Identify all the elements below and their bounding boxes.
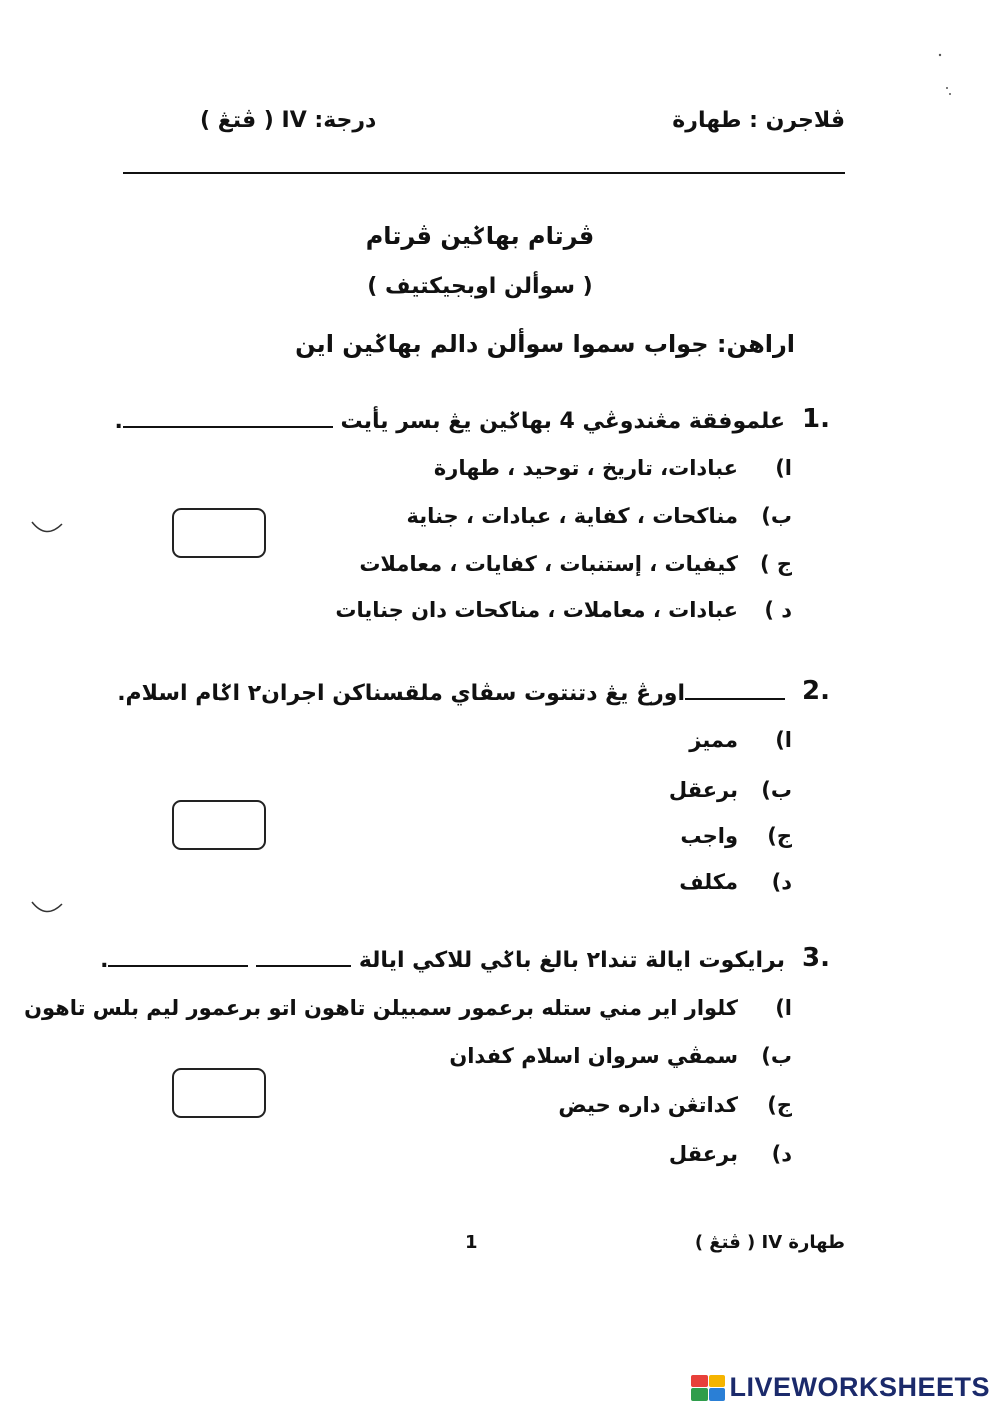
question-2-option-b [669,778,792,802]
question-2-option-a [689,728,792,752]
instruction-text: اراهن: جواب سموا سوألن دالم بهاݢين اين [295,330,795,358]
question-3-option-c [558,1093,792,1117]
option-label: ج) [767,824,792,848]
option-text: مميز [689,728,738,752]
option-text: برعقل [668,778,738,802]
question-2-blank [685,680,785,700]
section-title: ڤرتام بهاݢين ڤرتام [365,222,595,250]
grade-header: درجة: IV ( ڤتڠ ) [200,108,377,133]
logo-tile [691,1375,708,1388]
option-text: كيفيات ، إستنبات ، كفايات ، معاملات [359,552,738,576]
option-text: مكلف [679,870,738,894]
question-2-number: 2. [802,676,830,706]
question-1-option-d [335,598,792,622]
option-label: ب) [761,1044,792,1068]
question-1-blank [123,408,333,428]
question-1-stem: علموفقة مڠندوڠي 4 بهاݢين يڠ بسر يأيت [340,409,785,434]
footer-subject: طهارة IV ( ڤتڠ ) [694,1232,845,1253]
option-label: ب) [761,504,792,528]
question-3-blank-1 [256,947,351,967]
punch-hole-mark [30,898,64,918]
option-label: ا) [775,456,792,480]
option-text: برعقل [668,1142,738,1166]
option-text: سمڤي سروان اسلام كفدان [449,1044,738,1068]
question-1-number: 1. [802,404,830,434]
option-label: د ) [764,598,792,622]
question-2-answer-box[interactable] [172,800,266,850]
option-text: مناكحات ، كفاية ، عبادات ، جناية [406,504,738,528]
question-1-option-a [434,456,792,480]
option-label: ب) [761,778,792,802]
option-text: واجب [680,824,738,848]
logo-tile [709,1375,726,1388]
question-2-text [117,680,785,706]
scan-speck-mark [935,50,955,110]
option-text: عبادات، تاريخ ، توحيد ، طهارة [433,456,738,480]
question-1-option-b [406,504,792,528]
page-number: 1 [465,1232,478,1253]
question-1-answer-box[interactable] [172,508,266,558]
option-label: ا) [775,996,792,1020]
question-3-blank-2 [108,947,248,967]
option-label: د) [771,870,792,894]
liveworksheets-logo-icon [691,1375,725,1401]
question-3-answer-box[interactable] [172,1068,266,1118]
option-label: ج) [767,1093,792,1117]
punch-hole-mark [30,518,64,538]
question-3-number: 3. [802,943,830,973]
question-3-stem: برايكوت ايالة تندا٢ بالغ باݢي للاكي ايالة [358,948,785,973]
question-2-option-c [680,824,792,848]
option-text: كداتڠن داره حيض [558,1093,738,1117]
header-divider [123,172,845,174]
question-2-stem: اورڠ يڠ دتنتوت سڤاي ملقسناكن اجران٢ اݢام اسلام. [117,681,685,706]
option-label: د) [771,1142,792,1166]
subject-header: ڤلاجرن : طهارة [672,108,845,133]
question-2-option-d [679,870,792,894]
question-1-option-c [359,552,792,576]
option-label: ج ) [759,552,792,576]
logo-tile [709,1388,726,1401]
question-3-option-b [449,1044,792,1068]
option-text: عبادات ، معاملات ، مناكحات دان جنايات [335,598,738,622]
question-3-option-a [24,996,792,1020]
question-3-text [100,947,785,973]
option-text: كلوار اير مني ستله برعمور سمبيلن تاهون اتو برعمور ليم بلس تاهون [24,996,738,1020]
question-1-end: . [114,409,123,434]
question-3-option-d [669,1142,792,1166]
question-1-text [114,408,785,434]
option-label: ا) [775,728,792,752]
question-3-end: . [100,948,109,973]
section-subtitle: ( سوألن اوبجيكتيف ) [367,274,593,299]
logo-tile [691,1388,708,1401]
liveworksheets-wordmark: LIVEWORKSHEETS [729,1372,990,1402]
liveworksheets-brand[interactable] [691,1372,990,1403]
